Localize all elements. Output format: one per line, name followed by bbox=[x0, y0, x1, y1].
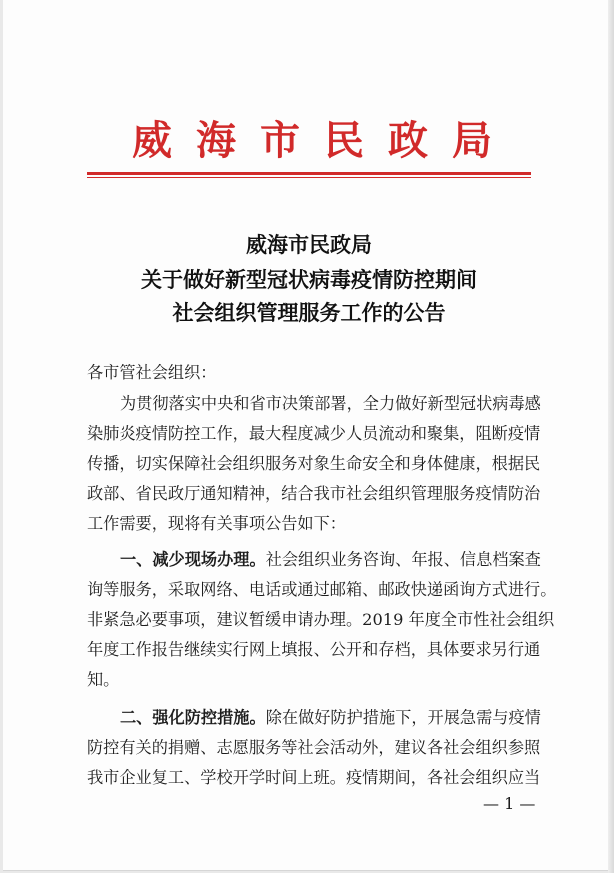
notice-title-line-3: 社会组织管理服务工作的公告 bbox=[172, 300, 446, 325]
page-number: — 1 — bbox=[483, 794, 536, 813]
paragraph-line: 年度工作报告继续实行网上填报、公开和存档，具体要求另行通 bbox=[87, 640, 541, 659]
paragraph-line: 工作需要，现将有关事项公告如下： bbox=[87, 514, 346, 533]
section-text: 社会组织业务咨询、年报、信息档案查 bbox=[265, 550, 541, 569]
paragraph-line: 传播，切实保障社会组织服务对象生命安全和身体健康，根据民 bbox=[87, 454, 541, 473]
section-text: 除在做好防护措施下，开展急需与疫情 bbox=[265, 708, 541, 727]
section-heading: 一、减少现场办理。 bbox=[120, 550, 266, 569]
notice-title-line-1: 威海市民政局 bbox=[246, 232, 372, 257]
paragraph-strengthen-prevention bbox=[87, 703, 541, 793]
paragraph-line bbox=[87, 703, 541, 733]
notice-title-line-2: 关于做好新型冠状病毒疫情防控期间 bbox=[141, 267, 477, 292]
paragraph-line: 知。 bbox=[87, 670, 120, 689]
paragraph-reduce-onsite bbox=[87, 545, 557, 695]
letterhead-rule-thick bbox=[87, 172, 531, 175]
paragraph-line: 为贯彻落实中央和省市决策部署，全力做好新型冠状病毒感 bbox=[120, 394, 541, 413]
paragraph-line: 防控有关的捐赠、志愿服务等社会活动外，建议各社会组织参照 bbox=[87, 738, 541, 757]
paragraph-line: 染肺炎疫情防控工作，最大程度减少人员流动和聚集，阻断疫情 bbox=[87, 424, 541, 443]
paragraph-line: 询等服务，采取网络、电话或通过邮箱、邮政快递函询方式进行。 bbox=[87, 580, 557, 599]
paragraph-line bbox=[87, 545, 541, 575]
document-page bbox=[3, 0, 610, 871]
paragraph-line: 政部、省民政厅通知精神，结合我市社会组织管理服务疫情防治 bbox=[87, 484, 541, 503]
letterhead-title: 威海市民政局 bbox=[132, 117, 516, 164]
paragraph-line: 非紧急必要事项，建议暂缓申请办理。2019 年度全市性社会组织 bbox=[87, 610, 555, 629]
scan-edge-shadow bbox=[608, 0, 614, 873]
salutation: 各市管社会组织： bbox=[87, 363, 217, 382]
paragraph-line: 我市企业复工、学校开学时间上班。疫情期间，各社会组织应当 bbox=[87, 768, 541, 787]
letterhead-rule-thin bbox=[87, 177, 531, 178]
section-heading: 二、强化防控措施。 bbox=[120, 708, 266, 727]
paragraph-intro bbox=[87, 389, 541, 539]
